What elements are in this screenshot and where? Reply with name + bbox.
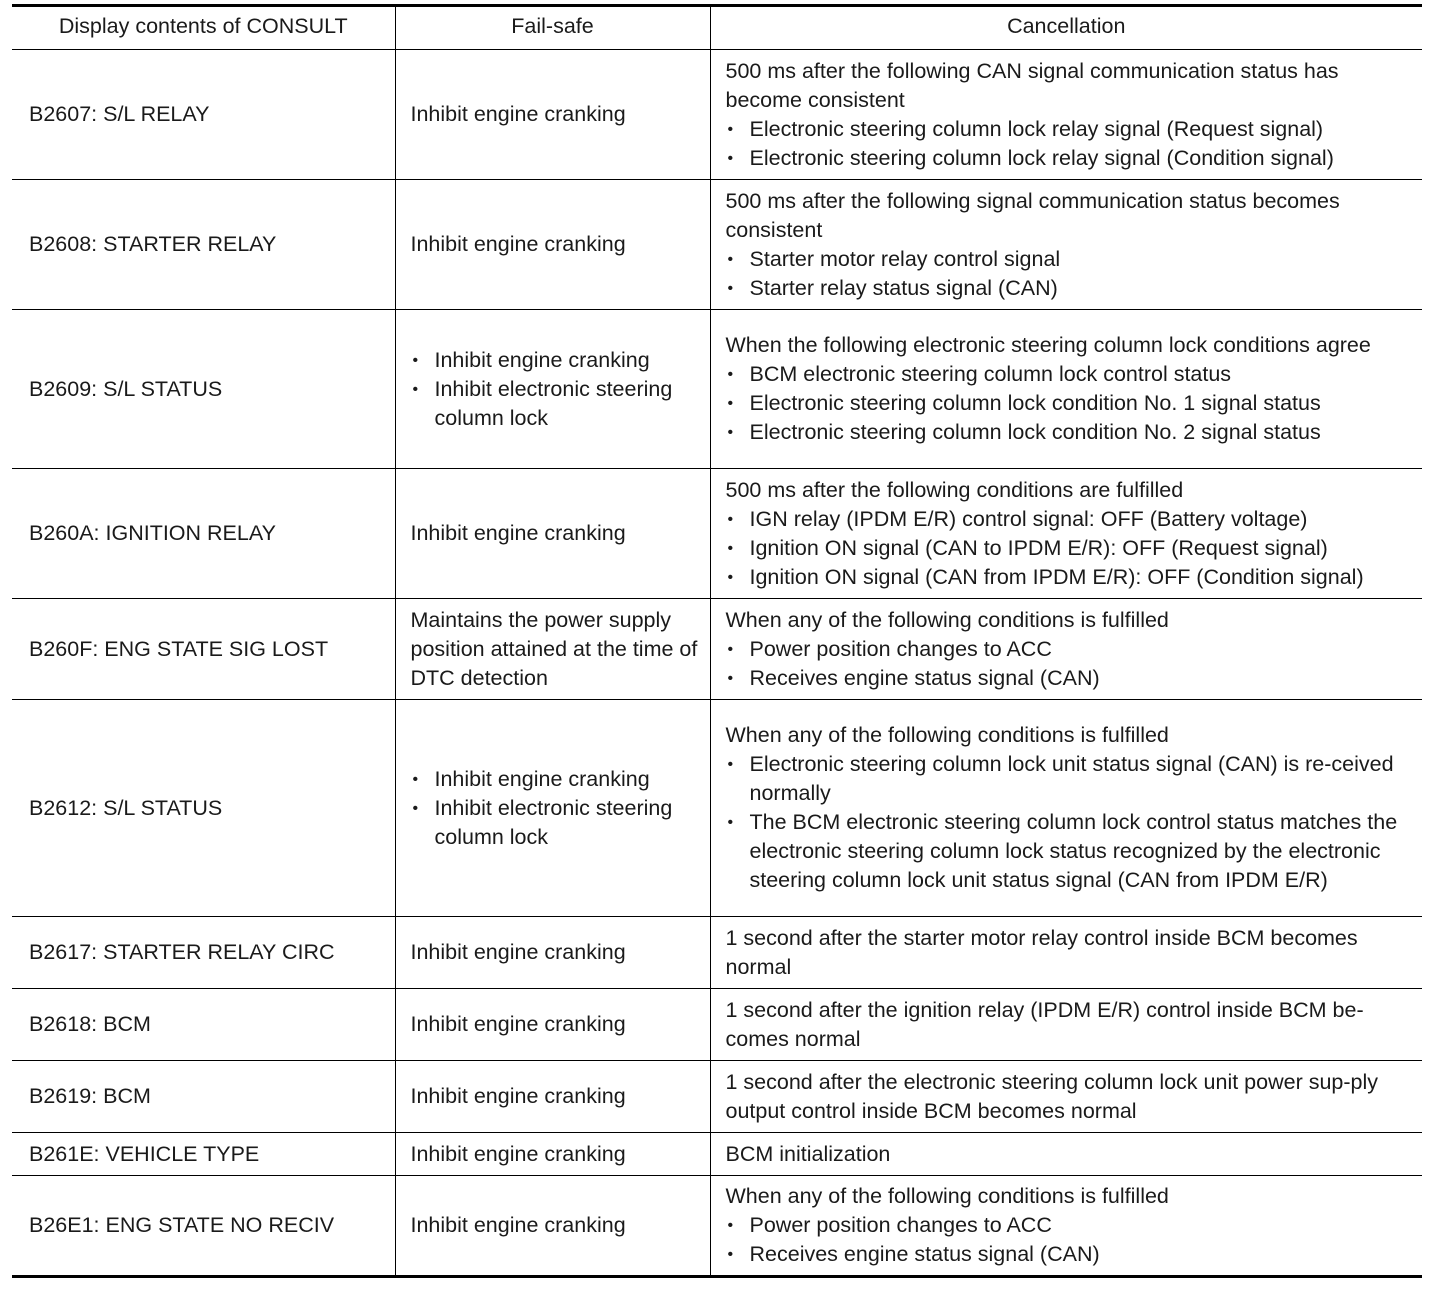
fail-safe-text: Inhibit engine cranking (410, 521, 626, 545)
dtc-display-text: B2608: STARTER RELAY (29, 232, 277, 256)
cancellation-list-item: • Electronic steering column lock unit status signal (CAN) is re-ceived normally (726, 750, 1419, 808)
cancellation-list-item: • Starter motor relay control signal (726, 245, 1419, 274)
dtc-display-cell (12, 1133, 395, 1176)
dtc-display-cell (12, 917, 395, 989)
dtc-display-text: B2619: BCM (29, 1084, 151, 1108)
table-row (12, 599, 1422, 700)
fail-safe-list (411, 346, 704, 433)
table-row (12, 1061, 1422, 1133)
cancellation-text: 500 ms after the following signal communication status becomes consistent (725, 188, 1340, 242)
cancellation-list (726, 115, 1419, 173)
fail-safe-text: Inhibit engine cranking (410, 1012, 626, 1036)
dtc-display-cell (12, 1061, 395, 1133)
cancellation-list-item: • Ignition ON signal (CAN from IPDM E/R): OFF (Condition signal) (726, 563, 1419, 592)
cancellation-text: BCM initialization (725, 1141, 891, 1166)
cancellation-cell (710, 50, 1422, 180)
cancellation-list-item: • Receives engine status signal (CAN) (726, 664, 1419, 693)
fail-safe-list-item: • Inhibit engine cranking (411, 346, 704, 375)
cancellation-list-item: • Starter relay status signal (CAN) (726, 274, 1419, 303)
fail-safe-cell (395, 310, 710, 469)
cancellation-list-item: • BCM electronic steering column lock control status (726, 360, 1419, 389)
dtc-display-cell (12, 700, 395, 917)
fail-safe-text: Maintains the power supply position attained at the time of DTC detection (410, 607, 698, 690)
cancellation-text: When the following electronic steering column lock conditions agree (725, 333, 1371, 357)
cancellation-list-item: • Power position changes to ACC (726, 635, 1419, 664)
dtc-display-text: B2618: BCM (29, 1012, 151, 1036)
cancellation-text: 1 second after the starter motor relay control inside BCM becomes normal (725, 925, 1358, 979)
header-row (12, 6, 1422, 50)
fail-safe-list-item: • Inhibit electronic steering column lock (411, 375, 704, 433)
table-row (12, 310, 1422, 469)
table-row (12, 700, 1422, 917)
fail-safe-list (411, 765, 704, 852)
table-row (12, 180, 1422, 310)
cancellation-cell (710, 700, 1422, 917)
cancellation-text: 500 ms after the following CAN signal communication status has become consistent (725, 58, 1339, 112)
cancellation-list (726, 635, 1419, 693)
fail-safe-text: Inhibit engine cranking (410, 232, 626, 256)
fail-safe-cell (395, 989, 710, 1061)
cancellation-text: 1 second after the ignition relay (IPDM E/R) control inside BCM be-comes normal (725, 997, 1364, 1051)
fail-safe-text: Inhibit engine cranking (410, 940, 626, 964)
header-display-contents: Display contents of CONSULT (12, 6, 395, 50)
dtc-display-cell (12, 599, 395, 700)
dtc-display-text: B261E: VEHICLE TYPE (29, 1141, 260, 1166)
cancellation-list-item: • Electronic steering column lock relay signal (Condition signal) (726, 144, 1419, 173)
dtc-display-cell (12, 310, 395, 469)
table-row (12, 1176, 1422, 1277)
dtc-display-cell (12, 50, 395, 180)
cancellation-cell (710, 599, 1422, 700)
fail-safe-table (12, 4, 1422, 1278)
cancellation-list-item: • Electronic steering column lock relay signal (Request signal) (726, 115, 1419, 144)
fail-safe-list-item: • Inhibit engine cranking (411, 765, 704, 794)
dtc-display-cell (12, 469, 395, 599)
fail-safe-cell (395, 180, 710, 310)
fail-safe-text: Inhibit engine cranking (410, 1084, 626, 1108)
fail-safe-cell (395, 599, 710, 700)
fail-safe-text: Inhibit engine cranking (410, 1213, 626, 1237)
cancellation-list (726, 750, 1419, 895)
cancellation-cell (710, 1133, 1422, 1176)
table-row (12, 989, 1422, 1061)
header-fail-safe: Fail-safe (395, 6, 710, 50)
fail-safe-text: Inhibit engine cranking (410, 102, 626, 126)
cancellation-list-item: • Electronic steering column lock condition No. 2 signal status (726, 418, 1419, 447)
fail-safe-text: Inhibit engine cranking (410, 1141, 626, 1166)
table-row (12, 469, 1422, 599)
dtc-display-text: B2607: S/L RELAY (29, 102, 210, 126)
dtc-display-text: B2612: S/L STATUS (29, 795, 223, 820)
cancellation-text: 500 ms after the following conditions are fulfilled (725, 477, 1184, 502)
table-header (12, 6, 1422, 50)
fail-safe-list-item: • Inhibit electronic steering column lock (411, 794, 704, 852)
header-cancellation: Cancellation (710, 6, 1422, 50)
cancellation-cell (710, 1061, 1422, 1133)
cancellation-text: When any of the following conditions is fulfilled (725, 723, 1169, 747)
cancellation-list (726, 360, 1419, 447)
cancellation-list (726, 245, 1419, 303)
table-row (12, 917, 1422, 989)
fail-safe-cell (395, 700, 710, 917)
dtc-display-text: B26E1: ENG STATE NO RECIV (29, 1213, 335, 1237)
cancellation-list-item: • Ignition ON signal (CAN to IPDM E/R): OFF (Request signal) (726, 534, 1419, 563)
fail-safe-cell (395, 917, 710, 989)
dtc-display-text: B260A: IGNITION RELAY (29, 521, 276, 545)
fail-safe-cell (395, 1061, 710, 1133)
dtc-display-text: B260F: ENG STATE SIG LOST (29, 636, 329, 661)
cancellation-list (726, 505, 1419, 592)
table-row (12, 1133, 1422, 1176)
fail-safe-cell (395, 1133, 710, 1176)
cancellation-cell (710, 310, 1422, 469)
cancellation-list-item: • The BCM electronic steering column lock control status matches the electronic steering column lock status recognized by the electronic steering column lock unit status signal (CAN from IPDM E/R) (726, 808, 1419, 895)
table-row (12, 50, 1422, 180)
cancellation-list-item: • Power position changes to ACC (726, 1211, 1419, 1240)
cancellation-list (726, 1211, 1419, 1269)
fail-safe-cell (395, 469, 710, 599)
table-body (12, 50, 1422, 1277)
dtc-display-cell (12, 180, 395, 310)
cancellation-cell (710, 1176, 1422, 1277)
cancellation-list-item: • IGN relay (IPDM E/R) control signal: OFF (Battery voltage) (726, 505, 1419, 534)
cancellation-text: 1 second after the electronic steering column lock unit power sup-ply output control inside BCM becomes normal (725, 1069, 1379, 1123)
cancellation-cell (710, 917, 1422, 989)
dtc-display-cell (12, 1176, 395, 1277)
dtc-display-text: B2617: STARTER RELAY CIRC (29, 940, 335, 964)
cancellation-text: When any of the following conditions is fulfilled (725, 607, 1169, 632)
cancellation-cell (710, 180, 1422, 310)
dtc-display-text: B2609: S/L STATUS (29, 376, 223, 401)
cancellation-cell (710, 989, 1422, 1061)
cancellation-text: When any of the following conditions is fulfilled (725, 1184, 1169, 1208)
dtc-display-cell (12, 989, 395, 1061)
fail-safe-cell (395, 1176, 710, 1277)
cancellation-list-item: • Electronic steering column lock condition No. 1 signal status (726, 389, 1419, 418)
cancellation-list-item: • Receives engine status signal (CAN) (726, 1240, 1419, 1269)
fail-safe-cell (395, 50, 710, 180)
cancellation-cell (710, 469, 1422, 599)
